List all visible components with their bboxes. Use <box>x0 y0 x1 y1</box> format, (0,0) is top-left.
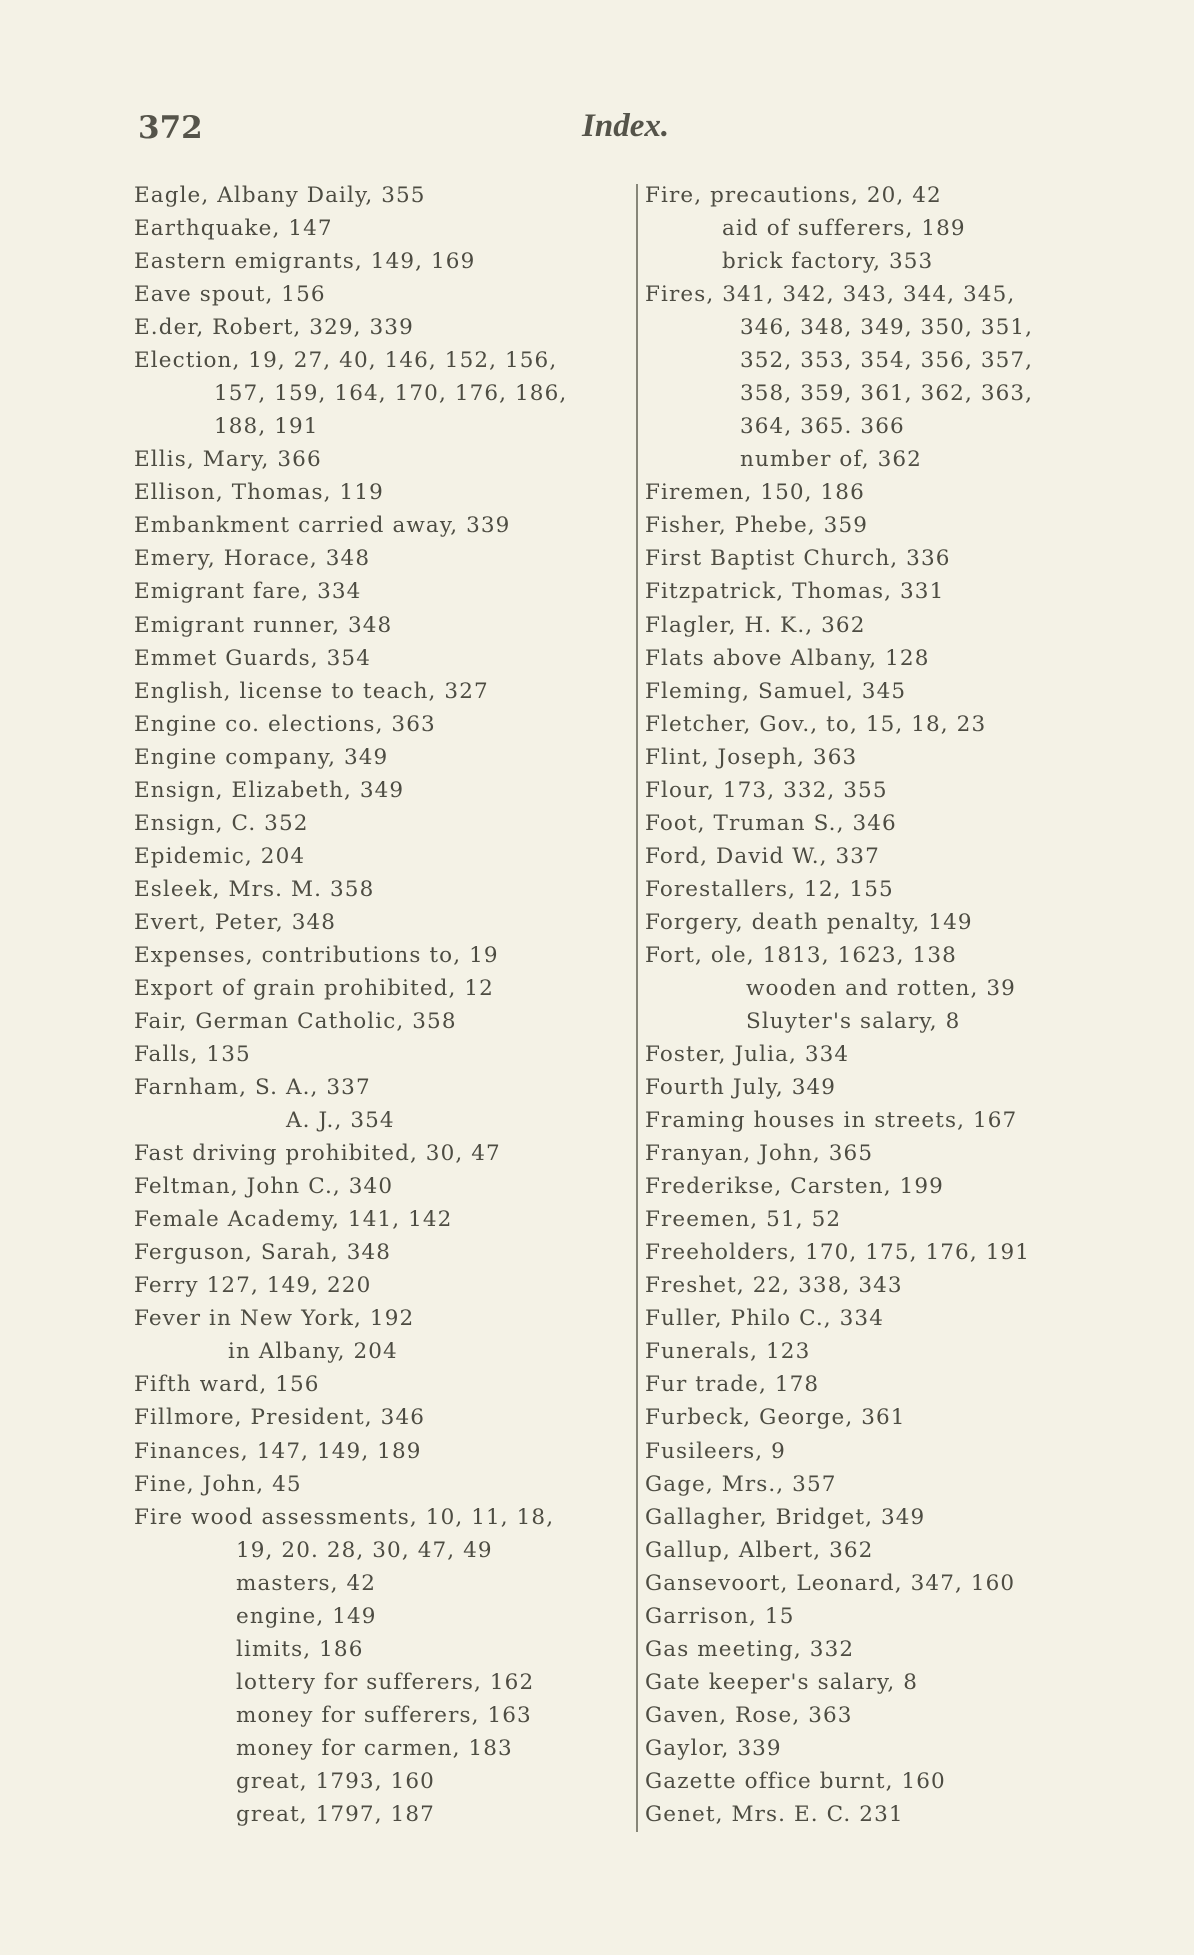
index-entry: Evert, Peter, 348 <box>134 909 337 935</box>
index-subentry: 346, 348, 349, 350, 351, <box>740 315 1034 341</box>
index-entry: Flour, 173, 332, 355 <box>645 777 888 803</box>
index-entry: Foot, Truman S., 346 <box>645 810 897 836</box>
index-entry: English, license to teach, 327 <box>134 678 489 704</box>
index-subentry: brick factory, 353 <box>722 249 934 275</box>
index-subentry: 352, 353, 354, 356, 357, <box>740 348 1034 374</box>
index-entry: Ellis, Mary, 366 <box>134 447 322 473</box>
index-subentry: aid of sufferers, 189 <box>722 216 966 242</box>
index-entry: Firemen, 150, 186 <box>645 480 865 506</box>
index-entry: Eastern emigrants, 149, 169 <box>134 249 476 275</box>
index-entry: Ford, David W., 337 <box>645 843 880 869</box>
index-entry: Ferguson, Sarah, 348 <box>134 1240 392 1266</box>
index-entry: First Baptist Church, 336 <box>645 546 951 572</box>
index-entry: Falls, 135 <box>134 1042 251 1068</box>
index-subentry: limits, 186 <box>236 1636 364 1662</box>
index-entry: Farnham, S. A., 337 <box>134 1075 371 1101</box>
index-entry: Fourth July, 349 <box>645 1075 837 1101</box>
index-entry: Gas meeting, 332 <box>645 1636 855 1662</box>
index-entry: Flagler, H. K., 362 <box>645 612 866 638</box>
index-entry: Feltman, John C., 340 <box>134 1174 394 1200</box>
index-entry: Gage, Mrs., 357 <box>645 1471 837 1497</box>
index-subentry: 19, 20. 28, 30, 47, 49 <box>236 1537 493 1563</box>
index-entry: Fillmore, President, 346 <box>134 1405 426 1431</box>
index-entry: Ensign, C. 352 <box>134 810 309 836</box>
index-entry: Fisher, Phebe, 359 <box>645 513 869 539</box>
index-entry: Fever in New York, 192 <box>134 1306 415 1332</box>
index-entry: Emigrant runner, 348 <box>134 612 393 638</box>
index-entry: Ferry 127, 149, 220 <box>134 1273 372 1299</box>
index-entry: Ellison, Thomas, 119 <box>134 480 384 506</box>
index-entry: Gallagher, Bridget, 349 <box>645 1504 926 1530</box>
index-entry: Fuller, Philo C., 334 <box>645 1306 884 1332</box>
index-entry: Fletcher, Gov., to, 15, 18, 23 <box>645 711 987 737</box>
index-entry: Gallup, Albert, 362 <box>645 1537 874 1563</box>
index-entry: Funerals, 123 <box>645 1339 811 1365</box>
index-entry: Fast driving prohibited, 30, 47 <box>134 1141 501 1167</box>
index-entry: Election, 19, 27, 40, 146, 152, 156, <box>134 348 558 374</box>
index-entry: Finances, 147, 149, 189 <box>134 1438 422 1464</box>
index-entry: Forgery, death penalty, 149 <box>645 909 973 935</box>
index-entry: Framing houses in streets, 167 <box>645 1108 1018 1134</box>
running-head-title: Index. <box>582 108 670 144</box>
page-number: 372 <box>138 110 203 146</box>
index-subentry: money for carmen, 183 <box>236 1735 513 1761</box>
index-entry: Fort, ole, 1813, 1623, 138 <box>645 942 957 968</box>
index-entry: Eave spout, 156 <box>134 282 326 308</box>
index-subentry: masters, 42 <box>236 1570 377 1596</box>
index-entry: Freeholders, 170, 175, 176, 191 <box>645 1240 1031 1266</box>
index-subentry: in Albany, 204 <box>228 1339 398 1365</box>
index-entry: Epidemic, 204 <box>134 843 306 869</box>
index-subentry: 188, 191 <box>214 414 319 440</box>
index-entry: Ensign, Elizabeth, 349 <box>134 777 405 803</box>
index-entry: Franyan, John, 365 <box>645 1141 874 1167</box>
index-entry: Gaven, Rose, 363 <box>645 1702 853 1728</box>
index-entry: Gate keeper's salary, 8 <box>645 1669 918 1695</box>
index-entry: Fitzpatrick, Thomas, 331 <box>645 579 945 605</box>
index-entry: Freemen, 51, 52 <box>645 1207 842 1233</box>
index-subentry: number of, 362 <box>740 447 922 473</box>
index-entry: Gansevoort, Leonard, 347, 160 <box>645 1570 1016 1596</box>
index-subentry: A. J., 354 <box>286 1108 395 1134</box>
index-entry: Flint, Joseph, 363 <box>645 744 858 770</box>
index-entry: Fifth ward, 156 <box>134 1372 320 1398</box>
index-entry: Genet, Mrs. E. C. 231 <box>645 1801 904 1827</box>
index-entry: Female Academy, 141, 142 <box>134 1207 453 1233</box>
index-entry: Flats above Albany, 128 <box>645 645 930 671</box>
index-entry: Fine, John, 45 <box>134 1471 302 1497</box>
index-subentry: great, 1793, 160 <box>236 1768 435 1794</box>
index-subentry: 157, 159, 164, 170, 176, 186, <box>214 381 568 407</box>
index-entry: Forestallers, 12, 155 <box>645 876 894 902</box>
index-entry: Garrison, 15 <box>645 1603 795 1629</box>
index-subentry: wooden and rotten, 39 <box>746 975 1016 1001</box>
index-entry: Emery, Horace, 348 <box>134 546 371 572</box>
index-entry: Esleek, Mrs. M. 358 <box>134 876 375 902</box>
index-entry: Fusileers, 9 <box>645 1438 786 1464</box>
index-entry: Foster, Julia, 334 <box>645 1042 850 1068</box>
index-entry: Emigrant fare, 334 <box>134 579 362 605</box>
index-entry: Frederikse, Carsten, 199 <box>645 1174 944 1200</box>
index-entry: Fur trade, 178 <box>645 1372 820 1398</box>
index-entry: Freshet, 22, 338, 343 <box>645 1273 903 1299</box>
index-subentry: 364, 365. 366 <box>740 414 905 440</box>
index-entry: Gazette office burnt, 160 <box>645 1768 946 1794</box>
index-subentry: money for sufferers, 163 <box>236 1702 532 1728</box>
index-entry: Export of grain prohibited, 12 <box>134 975 494 1001</box>
index-entry: Fires, 341, 342, 343, 344, 345, <box>645 282 1016 308</box>
index-entry: Embankment carried away, 339 <box>134 513 511 539</box>
index-entry: Furbeck, George, 361 <box>645 1405 906 1431</box>
index-subentry: lottery for sufferers, 162 <box>236 1669 535 1695</box>
index-entry: Fire wood assessments, 10, 11, 18, <box>134 1504 555 1530</box>
index-subentry: great, 1797, 187 <box>236 1801 435 1827</box>
index-entry: E.der, Robert, 329, 339 <box>134 315 414 341</box>
index-entry: Fire, precautions, 20, 42 <box>645 183 942 208</box>
index-subentry: engine, 149 <box>236 1603 377 1629</box>
index-entry: Engine company, 349 <box>134 744 389 770</box>
index-subentry: Sluyter's salary, 8 <box>746 1009 961 1034</box>
index-entry: Eagle, Albany Daily, 355 <box>134 183 426 208</box>
index-entry: Emmet Guards, 354 <box>134 645 371 671</box>
index-entry: Expenses, contributions to, 19 <box>134 942 499 968</box>
index-entry: Earthquake, 147 <box>134 216 333 242</box>
index-entry: Gaylor, 339 <box>645 1735 782 1761</box>
index-entry: Engine co. elections, 363 <box>134 711 436 737</box>
index-subentry: 358, 359, 361, 362, 363, <box>740 381 1034 407</box>
index-entry: Fair, German Catholic, 358 <box>134 1009 457 1034</box>
index-entry: Fleming, Samuel, 345 <box>645 678 907 704</box>
